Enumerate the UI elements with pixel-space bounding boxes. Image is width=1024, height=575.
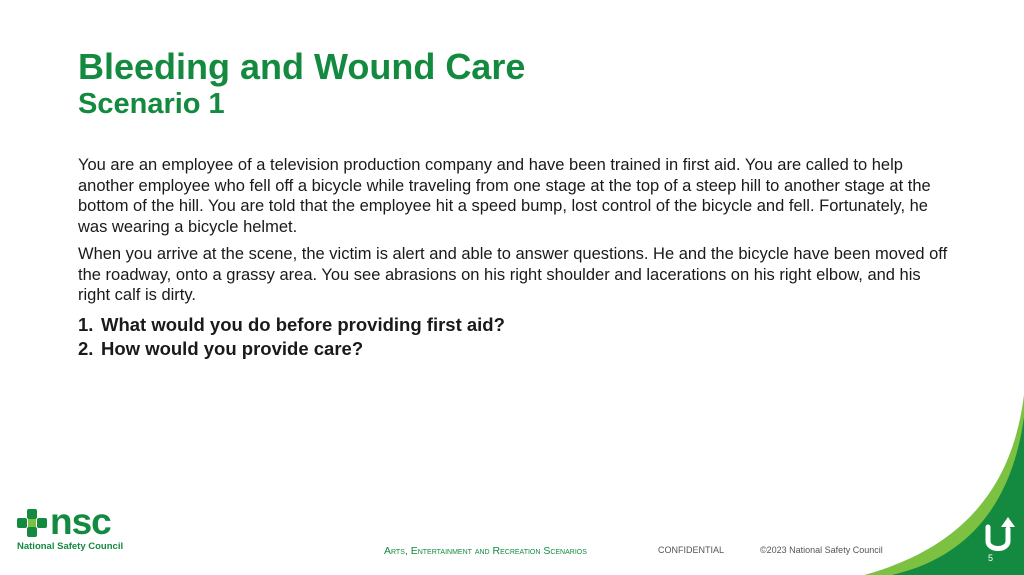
- question-item: [78, 313, 948, 337]
- question-list: [78, 313, 948, 361]
- footer-confidential: CONFIDENTIAL: [658, 545, 725, 555]
- scenario-paragraph-1: You are an employee of a television production company and have been trained in first aid. You are called to help another employee who fell off a bicycle while traveling from one stage at the top of a steep hill to another stage at the bottom of the hill. You are told that the employee hit a speed bump, lost control of the bicycle and fell. Fortunately, he was wearing a bicycle helmet.: [78, 156, 931, 236]
- page-number: 5: [988, 553, 994, 563]
- slide-title: Bleeding and Wound Care: [78, 46, 526, 87]
- slide-subtitle: Scenario 1: [78, 88, 225, 120]
- footer-copyright: ©2023 National Safety Council: [760, 545, 883, 555]
- question-number: 2.: [78, 337, 94, 359]
- corner-swoosh: [864, 395, 1024, 575]
- question-text: How would you provide care?: [101, 337, 364, 359]
- nsc-logo: [16, 501, 136, 556]
- nsc-cross-logo-icon: [16, 508, 48, 538]
- slide-body: [78, 155, 948, 361]
- question-item: [78, 337, 948, 361]
- title-block: [78, 46, 525, 120]
- nsc-wordmark: nsc: [50, 501, 111, 542]
- question-number: 1.: [78, 313, 94, 335]
- scenario-paragraph-2: When you arrive at the scene, the victim is alert and able to answer questions. He and the bicycle have been moved off the roadway, onto a grassy area. You see abrasions on his right shoulder and lacerations on his right elbow, and his right calf is dirty.: [78, 245, 948, 304]
- logo-caption: National Safety Council: [17, 541, 124, 552]
- footer-deck-title: Arts, Entertainment and Recreation Scenarios: [384, 545, 587, 557]
- question-text: What would you do before providing first aid?: [101, 313, 505, 335]
